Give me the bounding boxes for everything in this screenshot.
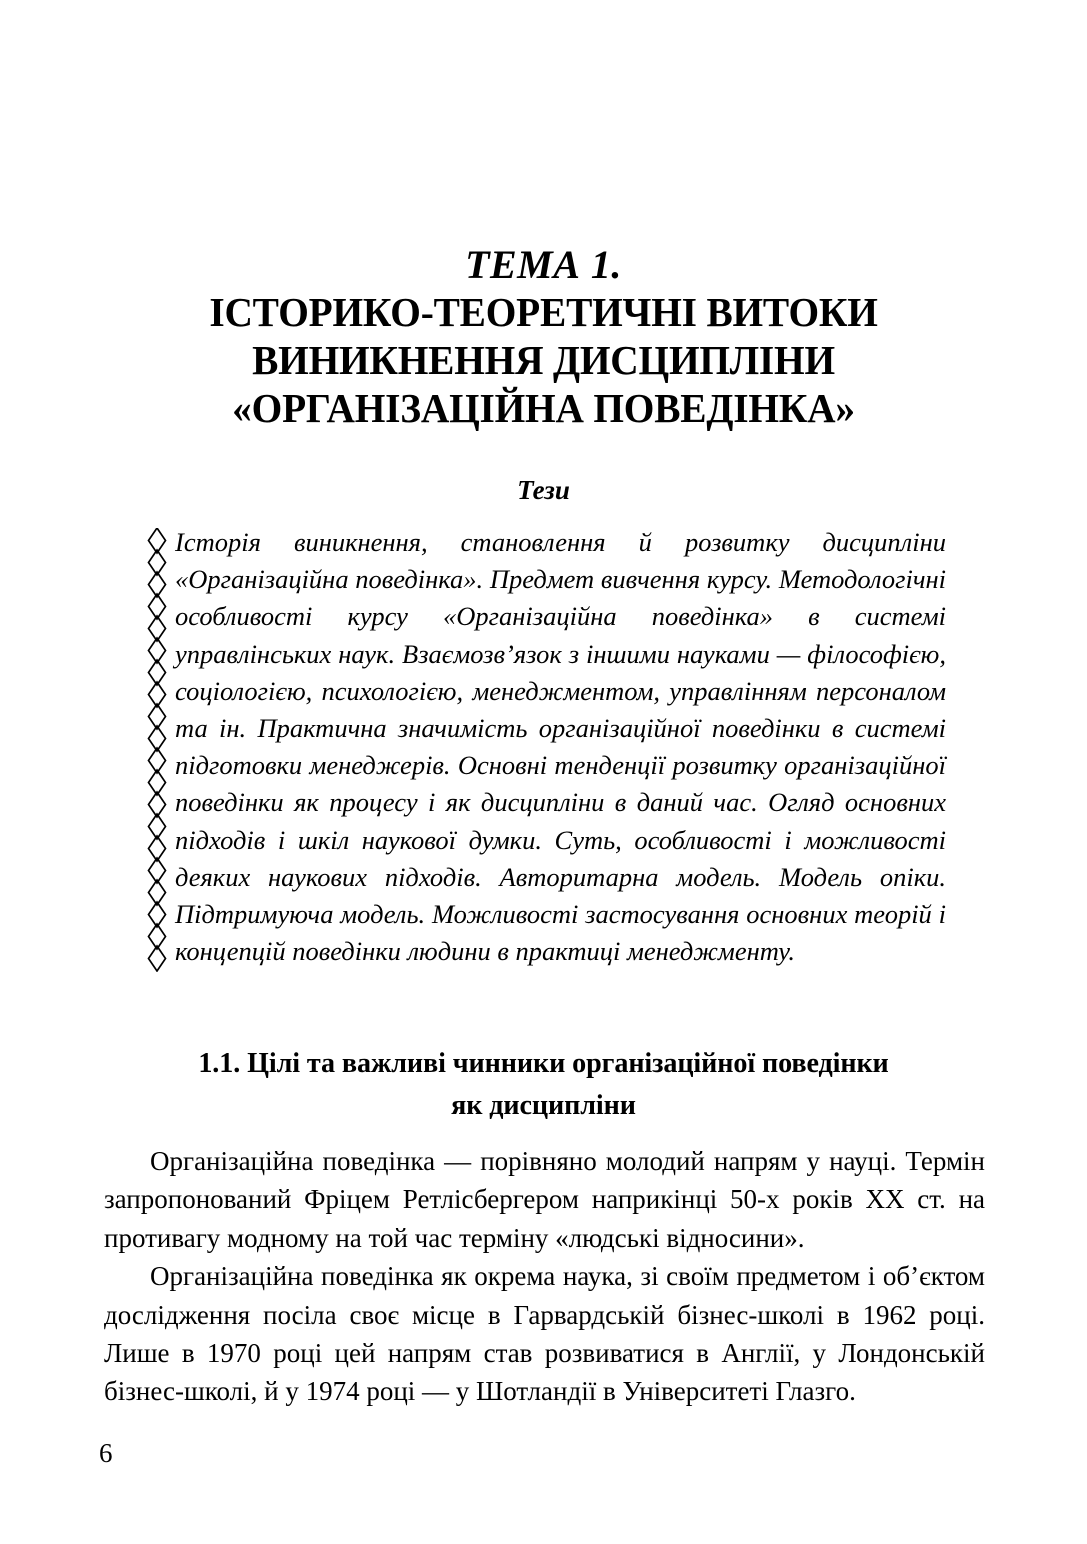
- abstract-block: [146, 524, 946, 970]
- chapter-number-line: ТЕМА 1.: [465, 242, 622, 287]
- body-paragraph-1: Організаційна поведінка — порівняно молодий напрям у науці. Термін запропонований Фріцем Ретлісбергером наприкінці 50-х років ХХ ст. на противагу модному на той час терміну «людські відносини».: [104, 1146, 985, 1253]
- section-heading-line-2: як дисципліни: [451, 1089, 636, 1121]
- abstract-heading: Тези: [517, 475, 570, 505]
- chapter-title-line-1: ІСТОРИКО-ТЕОРЕТИЧНІ ВИТОКИ: [209, 289, 878, 335]
- chapter-title-main: [137, 288, 950, 432]
- chapter-title: [120, 242, 967, 432]
- section-heading: [133, 1042, 955, 1126]
- abstract-text: Історія виникнення, становлення й розвитку дисципліни «Організаційна поведінка». Предмет вивчення курсу. Методологічні особливості курсу «Організаційна поведінка» в системі управлінських наук. Взаємозв’язок з іншими науками — філософією, соціологією, психологією, менеджментом, управлінням персоналом та ін. Практична значимість організаційної поведінки в системі підготовки менеджерів. Основні тенденції розвитку організаційної поведінки як процесу і як дисципліни в даний час. Огляд основних підходів і шкіл наукової думки. Суть, особливості і можливості деяких наукових підходів. Авторитарна модель. Модель опіки. Підтримуюча модель. Можливості застосування основних теорій і концепцій поведінки людини в практиці менеджменту.: [175, 527, 946, 967]
- body-text: [104, 1142, 985, 1411]
- chapter-title-line-2: ВИНИКНЕННЯ ДИСЦИПЛІНИ: [252, 337, 835, 383]
- body-paragraph-2: Організаційна поведінка як окрема наука, зі своїм предметом і об’єктом дослідження посіла своє місце в Гарвардській бізнес-школі в 1962 році. Лише в 1970 році цей напрям став розвиватися в Англії, у Лондонській бізнес-школі, й у 1974 році — у Шотландії в Університеті Глазго.: [104, 1261, 985, 1407]
- chapter-title-line-3: «ОРГАНІЗАЦІЙНА ПОВЕДІНКА»: [232, 385, 855, 431]
- page-number: 6: [99, 1438, 113, 1468]
- diamond-chain-ornament-icon: [146, 528, 168, 972]
- section-heading-line-1: 1.1. Цілі та важливі чинники організаційної поведінки: [198, 1047, 889, 1079]
